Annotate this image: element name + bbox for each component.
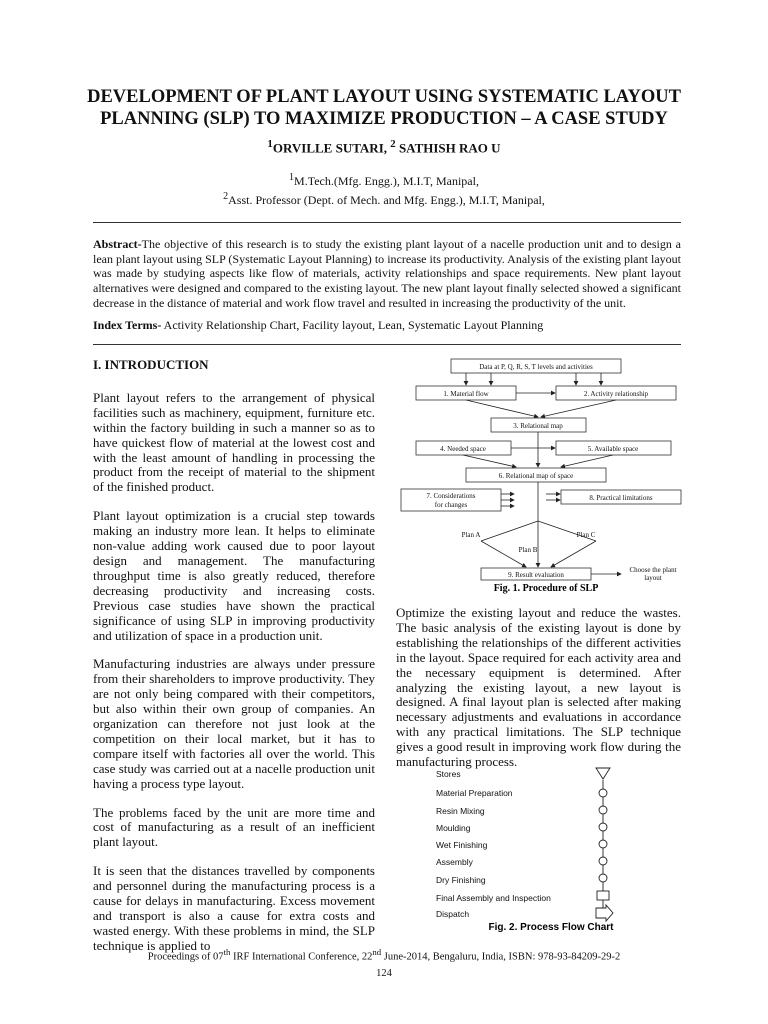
inspection-square-icon: [597, 891, 609, 900]
fig1-caption: Fig. 1. Procedure of SLP: [493, 583, 599, 594]
fig1-planA: Plan A: [461, 531, 481, 539]
abstract-label: Abstract-: [93, 237, 142, 251]
fig1-b4-text: 4. Needed space: [440, 445, 486, 453]
fig1-b6-text: 6. Relational map of space: [498, 472, 574, 480]
index-terms-text: Activity Relationship Chart, Facility layout, Lean, Systematic Layout Planning: [161, 318, 544, 332]
footer-part: Proceedings of 07: [147, 951, 224, 963]
fig1-b5-text: 5. Available space: [587, 445, 639, 453]
right-column-text: Optimize the existing layout and reduce the wastes. The basic analysis of the existing layout is done by establishing the relationships of the different activities in the layout. Space required for each activity area and the necessary equipment is determined. After analyzing the existing layout, a new layout is designed. A final layout plan is selected after making necessary adjustments and evaluations in accordance with any practical limitations. The SLP technique gives a good result in improving work flow during the manufacturing process.: [396, 605, 681, 770]
fig1-b7a-text: 7. Considerations: [426, 492, 476, 500]
operation-circle-icon: [599, 857, 607, 865]
operation-circle-icon: [599, 840, 607, 848]
footer-part: IRF International Conference, 22: [230, 951, 373, 963]
fig2-caption: Fig. 2. Process Flow Chart: [488, 922, 614, 933]
fig2-step: Moulding: [436, 823, 471, 833]
fig2-step: Stores: [436, 769, 461, 779]
footer-sup: th: [223, 947, 231, 957]
author1-sup: 1: [267, 138, 273, 150]
fig1-b1-text: 1. Material flow: [443, 390, 489, 398]
footer-part: June-2014, Bengaluru, India, ISBN: 978-93-84209-29-2: [381, 951, 621, 963]
intro-paragraph: Plant layout refers to the arrangement of physical facilities such as machinery, equipment, furniture etc. within the factory building in such a manner so as to have quickest flow of material at the lowest cost and with the least amount of handling in processing the product from the receipt of material to the shipment of the finished product.: [93, 389, 375, 495]
author2-name: SATHISH RAO U: [395, 140, 501, 156]
author1-name: ORVILLE SUTARI,: [272, 140, 391, 156]
fig1-b9-text: 9. Result evaluation: [508, 571, 564, 579]
section-heading: I. INTRODUCTION: [93, 357, 209, 372]
left-column: [93, 358, 375, 954]
fig1-top-text: Data at P, Q, R, S, T levels and activities: [479, 363, 593, 371]
abstract-text: The objective of this research is to study the existing plant layout of a nacelle production unit and to design a lean plant layout using SLP (Systematic Layout Planning) to increase its productivity. Analysis of the existing plant layout was made by studying aspects like flow of materials, activity relationships and space requirements. New plant layout alternatives were designed and compared to the existing layout. The new plant layout finally selected showed a significant decrease in the distance of material and work flow travel and resulted in increasing the productivity of the unit.: [93, 237, 681, 310]
process-flow-chart: [396, 766, 686, 934]
fig1-b2-text: 2. Activity relationship: [583, 390, 649, 398]
page-number: 124: [376, 968, 392, 979]
fig1-b3-text: 3. Relational map: [513, 422, 563, 430]
intro-paragraph: It is seen that the distances travelled by components and personnel during the manufacturing process is a cause for delays in manufacturing. Excess movement and transport is also a cause for extra costs and wasted energy. With these problems in mind, the SLP technique is applied to: [93, 863, 375, 953]
fig2-step: Material Preparation: [436, 788, 513, 798]
affil1-sup: 1: [289, 172, 295, 183]
intro-paragraph: Manufacturing industries are always under pressure from their shareholders to improve productivity. They are not only being compared with their competitors, but also within their own group of companies. An organization can therefore not just look at the competition on their local market, but it has to compare itself with factories all over the world. This case study was carried out at a nacelle production unit having a process type layout.: [93, 656, 375, 791]
index-terms-label: Index Terms-: [93, 318, 162, 332]
fig2-step: Dispatch: [436, 909, 470, 919]
footer-sup: nd: [372, 947, 382, 957]
fig1-b7b-text: for changes: [434, 501, 468, 509]
operation-circle-icon: [599, 806, 607, 814]
fig2-step: Dry Finishing: [436, 875, 486, 885]
abstract: [93, 237, 681, 311]
storage-triangle-icon: [596, 768, 610, 779]
fig1-b8-text: 8. Practical limitations: [589, 494, 653, 502]
fig1-planB: Plan B: [518, 546, 538, 554]
footer: [0, 947, 768, 963]
author2-sup: 2: [390, 138, 396, 150]
fig1-choose2: layout: [644, 574, 662, 582]
operation-circle-icon: [599, 823, 607, 831]
fig1-choose1: Choose the plant: [629, 566, 677, 574]
affil1: M.Tech.(Mfg. Engg.), M.I.T, Manipal,: [294, 174, 479, 188]
authors: [0, 138, 768, 156]
intro-paragraph: The problems faced by the unit are more time and cost of manufacturing as a result of an inefficient plant layout.: [93, 804, 375, 850]
fig2-step: Final Assembly and Inspection: [436, 893, 551, 903]
affil2-sup: 2: [223, 191, 229, 202]
affil2: Asst. Professor (Dept. of Mech. and Mfg. Engg.), M.I.T, Manipal,: [228, 193, 545, 207]
fig2-step: Resin Mixing: [436, 806, 485, 816]
divider-top: [93, 222, 681, 223]
transport-arrow-icon: [596, 905, 613, 921]
operation-circle-icon: [599, 789, 607, 797]
intro-paragraph: Plant layout optimization is a crucial step towards making an industry more lean. It helps to eliminate non-value adding work caused due to poor layout design and management. The manufacturing throughput time is also greatly reduced, therefore decreasing productivity and increasing costs. Previous case studies have shown the practical significance of using SLP in improving productivity and utilization of space in a production unit.: [93, 508, 375, 643]
affiliations: [0, 170, 768, 208]
slp-procedure-diagram: [396, 356, 686, 596]
index-terms: [93, 318, 681, 333]
fig2-step: Wet Finishing: [436, 840, 488, 850]
divider-bottom: [93, 344, 681, 345]
fig2-step: Assembly: [436, 857, 473, 867]
paper-title: DEVELOPMENT OF PLANT LAYOUT USING SYSTEMATIC LAYOUT PLANNING (SLP) TO MAXIMIZE PRODUCTION – A CASE STUDY: [87, 87, 681, 129]
fig1-planC: Plan C: [576, 531, 596, 539]
operation-circle-icon: [599, 874, 607, 882]
